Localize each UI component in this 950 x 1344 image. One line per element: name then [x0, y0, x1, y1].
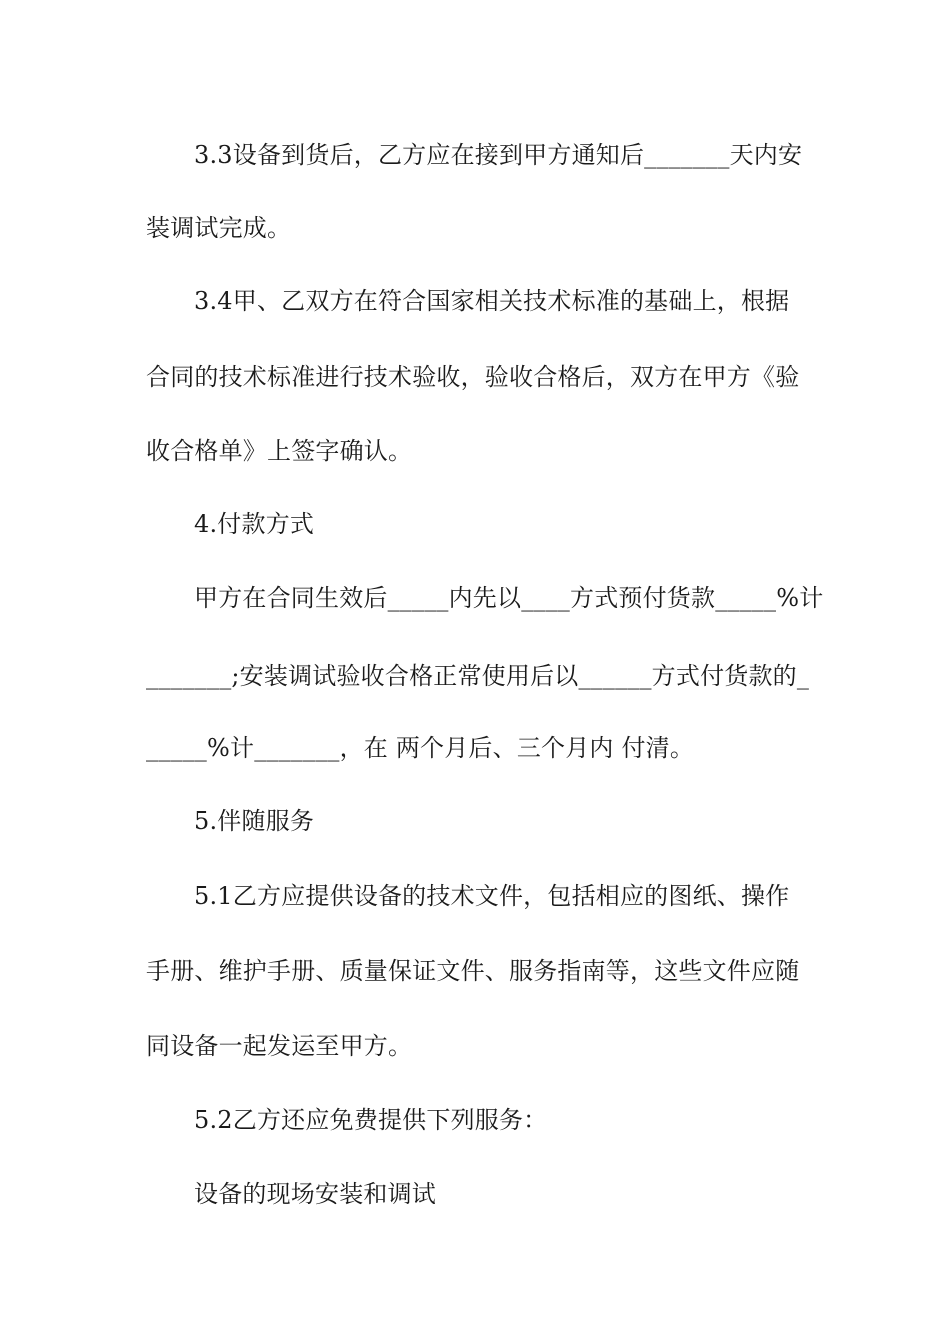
payment-line-2: _______;安装调试验收合格正常使用后以______方式付货款的_ — [146, 662, 810, 690]
clause-3-3-line-2: 装调试完成。 — [146, 214, 292, 242]
clause-3-4-line-2: 合同的技术标准进行技术验收，验收合格后，双方在甲方《验 — [146, 363, 800, 391]
section-4-heading: 4.付款方式 — [194, 510, 315, 538]
clause-5-2-line-1: 5.2乙方还应免费提供下列服务： — [194, 1106, 548, 1134]
clause-5-1-line-2: 手册、维护手册、质量保证文件、服务指南等，这些文件应随 — [146, 957, 800, 985]
clause-5-1-line-1: 5.1乙方应提供设备的技术文件，包括相应的图纸、操作 — [194, 882, 790, 910]
payment-line-1: 甲方在合同生效后_____内先以____方式预付货款_____%计 — [194, 584, 824, 612]
clause-5-1-line-3: 同设备一起发运至甲方。 — [146, 1032, 413, 1060]
clause-3-4-line-1: 3.4甲、乙双方在符合国家相关技术标准的基础上，根据 — [194, 287, 790, 315]
clause-3-3-line-1: 3.3设备到货后，乙方应在接到甲方通知后_______天内安 — [194, 141, 803, 169]
clause-3-4-line-3: 收合格单》上签字确认。 — [146, 437, 413, 465]
payment-line-3: _____%计_______，在 两个月后、三个月内 付清。 — [146, 734, 695, 762]
section-5-heading: 5.伴随服务 — [194, 807, 315, 835]
service-item-1: 设备的现场安装和调试 — [194, 1180, 436, 1208]
